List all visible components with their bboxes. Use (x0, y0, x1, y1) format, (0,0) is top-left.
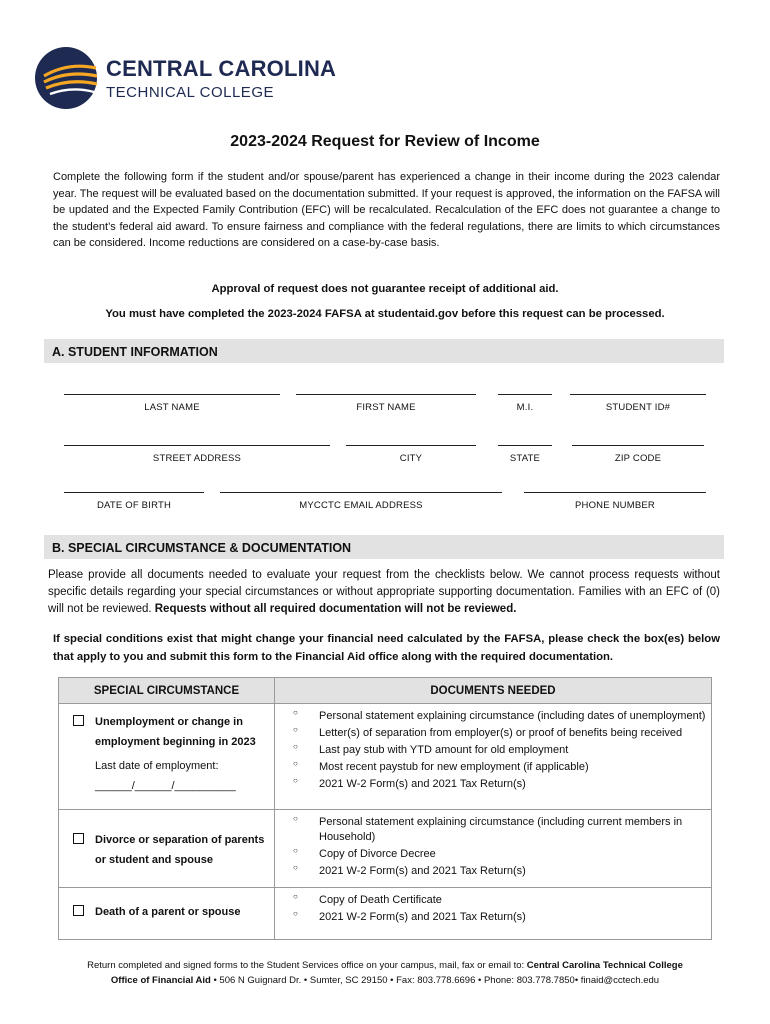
footer (0, 958, 770, 988)
last-name-field[interactable] (64, 394, 280, 413)
last-date-of-employment[interactable] (95, 756, 274, 796)
divorce-checkbox[interactable] (73, 833, 84, 844)
date-of-birth-label: DATE OF BIRTH (96, 500, 172, 511)
logo-name-line1: CENTRAL CAROLINA (106, 55, 337, 81)
phone-number-field[interactable] (524, 492, 706, 511)
circumstance-label: Divorce or separation of parents or student and spouse (95, 834, 265, 866)
instructions-warning: Requests without all required documentation will not be reviewed. (154, 603, 517, 615)
state-label: STATE (509, 453, 541, 464)
college-emblem-icon (34, 46, 98, 110)
footer-return-text: Return completed and signed forms to the Student Services office on your campus, mail, fax or email to: (87, 960, 527, 971)
document-item: ○ Letter(s) of separation from employer(s) or proof of benefits being received (293, 726, 711, 741)
table-row (59, 888, 712, 940)
document-item: ○ 2021 W-2 Form(s) and 2021 Tax Return(s) (293, 910, 711, 925)
document-item: ○ Most recent paystub for new employment (if applicable) (293, 760, 711, 775)
unemployment-checkbox[interactable] (73, 715, 84, 726)
student-id-label: STUDENT ID# (605, 402, 671, 413)
documents-column-header: DOCUMENTS NEEDED (275, 678, 712, 704)
footer-college-name: Central Carolina Technical College (526, 960, 683, 971)
documents-list (275, 893, 711, 925)
email-label: MYCCTC EMAIL ADDRESS (299, 500, 423, 511)
circumstance-label: Death of a parent or spouse (95, 906, 241, 918)
logo-name-line2: TECHNICAL COLLEGE (106, 83, 274, 101)
middle-initial-label: M.I. (516, 402, 534, 413)
first-name-label: FIRST NAME (356, 402, 416, 413)
documents-list (275, 815, 711, 878)
instructions-text: Please provide all documents needed to evaluate your request from the checklists below. We cannot process requests without specific details regarding your special circumstances or without appropriate supporting documentation. Families with an EFC of (0) will not be reviewed. (48, 569, 720, 615)
circumstance-label: Unemployment or change in employment beginning in 2023 (95, 716, 256, 748)
last-date-label: Last date of employment: (95, 760, 219, 772)
date-of-birth-field[interactable] (64, 492, 204, 511)
footer-office-name: Office of Financial Aid (110, 975, 211, 986)
circumstance-column-header: SPECIAL CIRCUMSTANCE (59, 678, 275, 704)
college-logo (34, 46, 336, 110)
last-name-label: LAST NAME (144, 402, 200, 413)
document-item: ○ Personal statement explaining circumstance (including current members in Household) (293, 815, 711, 844)
page-title: 2023-2024 Request for Review of Income (230, 133, 540, 150)
document-item: ○ 2021 W-2 Form(s) and 2021 Tax Return(s) (293, 864, 711, 879)
zip-code-field[interactable] (572, 445, 704, 464)
fafsa-note: You must have completed the 2023-2024 FAFSA at studentaid.gov before this request can be processed. (105, 308, 665, 320)
table-header-row (59, 678, 712, 704)
intro-paragraph: Complete the following form if the student and/or spouse/parent has experienced a change in their income during the 2023 calendar year. The request will be evaluated based on the documentation submitted. If your request is approved, the information on the FAFSA will be updated and the Expected Family Contribution (EFC) will be recalculated. Recalculation of the EFC does not guarantee a change to the student’s federal aid award. To ensure fairness and compliance with the federal regulations, there are limits to which circumstances can be considered. Income reductions are considered on a case-by-case basis. (53, 171, 720, 250)
document-item: ○ Personal statement explaining circumstance (including dates of unemployment) (293, 709, 711, 724)
document-item: ○ Copy of Death Certificate (293, 893, 711, 908)
footer-contact-info: • 506 N Guignard Dr. • Sumter, SC 29150 • Fax: 803.778.6696 • Phone: 803.778.7850• finaid@cctech.edu (210, 975, 660, 986)
document-item: ○ Last pay stub with YTD amount for old employment (293, 743, 711, 758)
footer-line2 (0, 973, 770, 988)
section-b-instructions (48, 567, 720, 618)
city-field[interactable] (346, 445, 476, 464)
phone-number-label: PHONE NUMBER (575, 500, 655, 511)
street-address-label: STREET ADDRESS (152, 453, 242, 464)
student-id-field[interactable] (570, 394, 706, 413)
table-row (59, 704, 712, 810)
city-label: CITY (399, 453, 423, 464)
document-item: ○ Copy of Divorce Decree (293, 847, 711, 862)
circumstance-table (58, 677, 712, 940)
first-name-field[interactable] (296, 394, 476, 413)
street-address-field[interactable] (64, 445, 330, 464)
email-field[interactable] (220, 492, 502, 511)
document-item: ○ 2021 W-2 Form(s) and 2021 Tax Return(s) (293, 777, 711, 792)
state-field[interactable] (498, 445, 552, 464)
last-date-blank: ______/______/__________ (95, 780, 236, 792)
approval-note: Approval of request does not guarantee receipt of additional aid. (211, 283, 559, 295)
section-b-heading: B. SPECIAL CIRCUMSTANCE & DOCUMENTATION (44, 535, 724, 559)
documents-list (275, 709, 711, 792)
table-row (59, 810, 712, 888)
middle-initial-field[interactable] (498, 394, 552, 413)
zip-code-label: ZIP CODE (614, 453, 662, 464)
footer-line1 (0, 958, 770, 973)
section-a-heading: A. STUDENT INFORMATION (44, 339, 724, 363)
death-checkbox[interactable] (73, 905, 84, 916)
special-conditions-note: If special conditions exist that might change your financial need calculated by the FAFSA, please check the box(es) below that apply to you and submit this form to the Financial Aid office along with the required documentation. (53, 633, 720, 663)
